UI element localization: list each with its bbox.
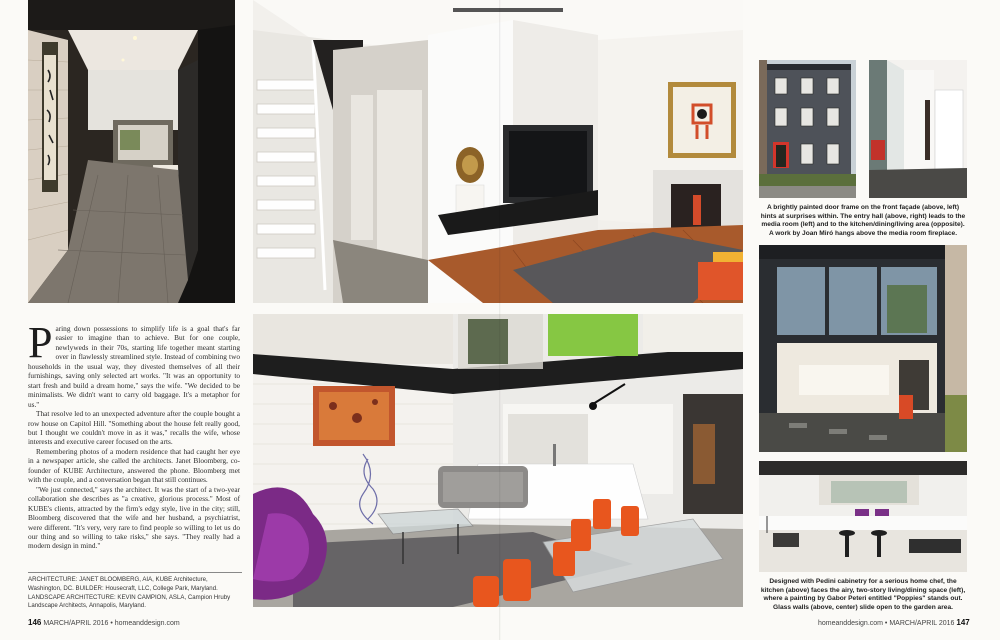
photo-living-dining	[253, 314, 743, 607]
photo-glass-walls	[759, 245, 967, 452]
page-number-left: 146	[28, 618, 42, 627]
caption-top-right: A brightly painted door frame on the front façade (above, left) hints at surprises within. The entry hall (above, right) leads to the media room (left) and to the kitchen/dining/living area (opposite). A work by Joan Miró hangs above the media room fireplace.	[760, 204, 966, 237]
article-paragraph: Remembering photos of a modern residence that had caught her eye in a newspaper article, she called the architects. Janet Bloomberg, co-founder of KUBE Architecture, answered the phone. Bloomberg met with the couple, and a conversation began that still continues.	[28, 446, 240, 485]
article-paragraph: "We just connected," says the architect. It was the start of a two-year collaboration she describes as "a creative, glorious process." Most of KUBE's clients, attracted by the firm's edgy style, live in the city; still, Bloomberg discovered that the wife and her husband, a psychiatrist, were different. "It's very, very rare to find people so willing to let us do our thing and so willing to take risks," she says. "They really had a modern design in mind."	[28, 484, 240, 551]
photo-entry-glass	[869, 60, 967, 198]
photo-entry-hall	[28, 0, 235, 303]
project-credits: ARCHITECTURE: JANET BLOOMBERG, AIA, KUBE Architecture, Washington, DC. BUILDER: Housecraft, LLC, College Park, Maryland. LANDSCAPE ARCHITECTURE: KEVIN CAMPION, ASLA, Campion Hruby Landscape Architects, Annapolis, Maryland.	[28, 572, 242, 611]
page-gutter	[499, 0, 501, 640]
photo-kitchen	[759, 461, 967, 572]
page-number-right: 147	[956, 618, 970, 627]
article-paragraph-text: aring down possessions to simplify life is a goal that's far easier to imagine than to achieve. But for one couple, newlyweds in their 70s, starting life together meant starting over in flawlessly streamlined style. Instead of combining two households in the usual way, they divested themselves of all their furnishings, saving only selected art works. "It was an opportunity to start fresh and build a dream home," says the wife. "We decided to be minimalists. We didn't want to carry old baggage. It's a metaphor for us."	[28, 324, 240, 409]
folio-left	[28, 618, 180, 627]
article-body	[28, 318, 240, 551]
photo-media-room	[253, 0, 743, 303]
folio-left-text: MARCH/APRIL 2016 • homeanddesign.com	[43, 620, 180, 627]
caption-bottom-right: Designed with Pedini cabinetry for a serious home chef, the kitchen (above) faces the airy, two-story living/dining space (left), where a painting by Gabor Peteri entitled "Poppies" stands out. Glass walls (above, center) slide open to the garden area.	[760, 578, 966, 611]
drop-cap: P	[28, 318, 53, 367]
article-paragraph: That resolve led to an unexpected adventure after the couple bought a row house on Capitol Hill. "Something about the house felt really good, but I thought we couldn't move in as it was," recalls the wife, whose interests and executive career focused on the arts.	[28, 409, 240, 447]
folio-right-text: homeanddesign.com • MARCH/APRIL 2016	[818, 620, 955, 627]
photo-front-facade	[759, 60, 856, 198]
folio-right	[818, 618, 970, 627]
article-paragraph	[28, 318, 240, 409]
